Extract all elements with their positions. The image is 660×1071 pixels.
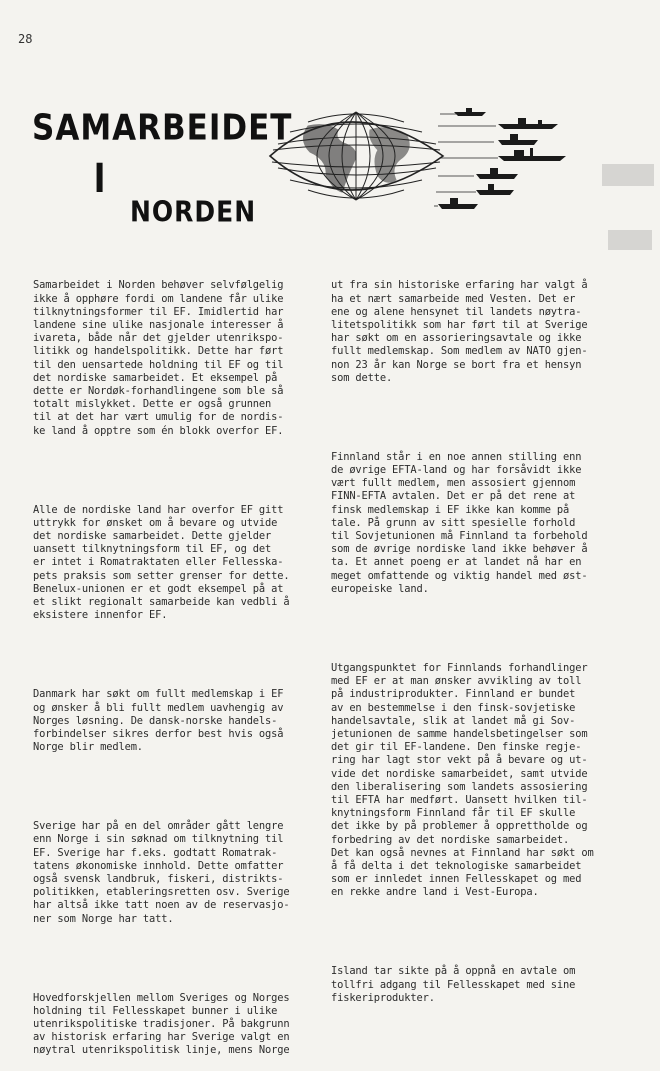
text-line: holdning til Fellesskapet bunner i ulike bbox=[33, 1004, 278, 1017]
text-line: litikk og handelspolitikk. Dette har ført bbox=[33, 345, 284, 358]
text-line: landene sine ulike nasjonale interesser å bbox=[33, 319, 284, 332]
globe-with-ships-illustration bbox=[268, 100, 568, 220]
text-line: uansett tilknytningsform til EF, og det bbox=[33, 543, 272, 556]
text-line: tilknytningsformer til EF. Imidlertid har bbox=[33, 305, 284, 318]
text-line: Samarbeidet i Norden behøver selvfølgelig bbox=[33, 279, 284, 292]
text-line: et slikt regionalt samarbeide kan vedbli å bbox=[33, 596, 290, 609]
text-line: til Sovjetunionen må Finnland ta forbehold bbox=[331, 530, 588, 543]
text-line: det nordiske samarbeidet. Dette gjelder bbox=[33, 530, 272, 543]
text-line: finsk medlemskap i EF ikke kan komme på bbox=[331, 503, 570, 516]
text-line: tatens økonomiske innhold. Dette omfatter bbox=[33, 859, 284, 872]
text-line: Finnland står i en noe annen stilling enn bbox=[331, 450, 582, 463]
text-line: av en bestemmelse i den finsk-sovjetiske bbox=[331, 701, 576, 714]
headline-line-3: NORDEN bbox=[130, 194, 257, 229]
text-line: ikke å opphøre fordi om landene får ulike bbox=[33, 292, 284, 305]
text-line: forbindelser sikres derfor best hvis også bbox=[33, 727, 284, 740]
text-line: en rekke andre land i Vest-Europa. bbox=[331, 886, 539, 899]
text-line: politikken, etableringsretten osv. Sverige bbox=[33, 886, 290, 899]
text-line: Hovedforskjellen mellom Sveriges og Norges bbox=[33, 991, 290, 1004]
text-line: det gir til EF-landene. Den finske regje- bbox=[331, 741, 582, 754]
text-line: pets praksis som setter grenser for dette. bbox=[33, 569, 290, 582]
text-line: fiskeriprodukter. bbox=[331, 991, 435, 1004]
text-line: ene og alene hensynet til landets nøytra- bbox=[331, 305, 582, 318]
paragraph bbox=[33, 279, 313, 437]
text-line: tollfri adgang til Fellesskapet med sine bbox=[331, 978, 576, 991]
text-line: ha et nært samarbeide med Vesten. Det er bbox=[331, 292, 576, 305]
paragraph bbox=[331, 662, 616, 900]
text-line: vide det nordiske samarbeidet, samt utvide bbox=[331, 767, 588, 780]
text-line: Norge blir medlem. bbox=[33, 741, 143, 754]
text-line: handelsavtale, slik at landet må gi Sov- bbox=[331, 714, 576, 727]
text-line: meget omfattende og viktig handel med øst- bbox=[331, 569, 588, 582]
text-line: er intet i Romatraktaten eller Fellesska- bbox=[33, 556, 284, 569]
text-line: Norges løsning. De dansk-norske handels- bbox=[33, 714, 278, 727]
text-line: Island tar sikte på å oppnå en avtale om bbox=[331, 965, 576, 978]
text-line: som de øvrige nordiske land ikke behøver å bbox=[331, 543, 588, 556]
text-line: FINN-EFTA avtalen. Det er på det rene at bbox=[331, 490, 576, 503]
text-line: Danmark har søkt om fullt medlemskap i EF bbox=[33, 688, 284, 701]
text-line: har altså ikke tatt noen av de reservasjo- bbox=[33, 899, 290, 912]
right-column bbox=[331, 253, 616, 1018]
text-line: det ikke by på problemer å opprettholde og bbox=[331, 820, 588, 833]
text-line: Sverige har på en del områder gått lengre bbox=[33, 820, 284, 833]
text-line: de øvrige EFTA-land og har forsåvidt ikke bbox=[331, 464, 582, 477]
page-number: 28 bbox=[18, 32, 33, 46]
text-line: tale. På grunn av sitt spesielle forhold bbox=[331, 516, 576, 529]
text-line: forbedring av det nordiske samarbeidet. bbox=[331, 833, 570, 846]
paragraph bbox=[33, 992, 313, 1058]
text-line: Utgangspunktet for Finnlands forhandlinger bbox=[331, 661, 588, 674]
text-line: av historisk erfaring har Sverige valgt en bbox=[33, 1031, 290, 1044]
paragraph bbox=[331, 451, 616, 596]
text-line: til at det har vært umulig for de nordis- bbox=[33, 411, 284, 424]
headline-line-1: SAMARBEIDET bbox=[32, 107, 293, 149]
text-line: Det kan også nevnes at Finnland har søkt om bbox=[331, 846, 594, 859]
text-line: enn Norge i sin søknad om tilknytning til bbox=[33, 833, 284, 846]
text-line: ivareta, både når det gjelder utenrikspo- bbox=[33, 332, 284, 345]
text-line: knytningsform Finnland får til EF skulle bbox=[331, 807, 576, 820]
text-line: til EFTA har medført. Uansett hvilken til- bbox=[331, 793, 588, 806]
text-line: har søkt om en assorieringsavtale og ikke bbox=[331, 332, 582, 345]
text-line: ut fra sin historiske erfaring har valgt å bbox=[331, 279, 588, 292]
text-line: til den uensartede holdning til EF og til bbox=[33, 358, 284, 371]
text-line: europeiske land. bbox=[331, 582, 429, 595]
text-line: nøytral utenrikspolitisk linje, mens Norge bbox=[33, 1044, 290, 1057]
text-line: med EF er at man ønsker avvikling av toll bbox=[331, 675, 582, 688]
text-line: ring har lagt stor vekt på å bevare og ut- bbox=[331, 754, 588, 767]
text-line: litetspolitikk som har ført til at Sverige bbox=[331, 319, 588, 332]
text-line: å få delta i det teknologiske samarbeidet bbox=[331, 859, 582, 872]
paragraph bbox=[33, 504, 313, 623]
text-line: som dette. bbox=[331, 371, 393, 384]
left-column bbox=[33, 253, 313, 1071]
text-line: Benelux-unionen er et godt eksempel på at bbox=[33, 582, 284, 595]
text-line: som er innledet innen Fellesskapet og med bbox=[331, 873, 582, 886]
paragraph bbox=[331, 965, 616, 1005]
text-line: uttrykk for ønsket om å bevare og utvide bbox=[33, 516, 278, 529]
text-line: totalt mislykket. Dette er også grunnen bbox=[33, 398, 272, 411]
text-line: ner som Norge har tatt. bbox=[33, 912, 174, 925]
paragraph bbox=[33, 820, 313, 926]
globe-icon bbox=[270, 112, 443, 200]
headline-line-2: I bbox=[93, 156, 107, 202]
text-line: Alle de nordiske land har overfor EF gitt bbox=[33, 503, 284, 516]
text-line: også svensk landbruk, fiskeri, distrikts- bbox=[33, 872, 284, 885]
ship-icon bbox=[438, 108, 566, 209]
text-line: jetunionen de samme handelsbetingelser som bbox=[331, 727, 588, 740]
text-line: fullt medlemskap. Som medlem av NATO gjen- bbox=[331, 345, 588, 358]
paragraph bbox=[331, 279, 616, 385]
text-line: non 23 år kan Norge se bort fra et hensyn bbox=[331, 358, 582, 371]
text-line: eksistere innenfor EF. bbox=[33, 609, 168, 622]
text-line: ke land å opptre som én blokk overfor EF. bbox=[33, 424, 284, 437]
text-line: og ønsker å bli fullt medlem uavhengig av bbox=[33, 701, 284, 714]
text-line: den liberalisering som landets assosiering bbox=[331, 780, 588, 793]
text-line: ta. Et annet poeng er at landet nå har en bbox=[331, 556, 582, 569]
text-line: på industriprodukter. Finnland er bundet bbox=[331, 688, 576, 701]
text-line: utenrikspolitiske tradisjoner. På bakgrunn bbox=[33, 1017, 290, 1030]
text-line: vært fullt medlem, men assosiert gjennom bbox=[331, 477, 576, 490]
text-line: det nordiske samarbeidet. Et eksempel på bbox=[33, 371, 278, 384]
text-line: dette er Nordøk-forhandlingene som ble så bbox=[33, 385, 284, 398]
paragraph bbox=[33, 688, 313, 754]
text-line: EF. Sverige har f.eks. godtatt Romatrak- bbox=[33, 846, 278, 859]
